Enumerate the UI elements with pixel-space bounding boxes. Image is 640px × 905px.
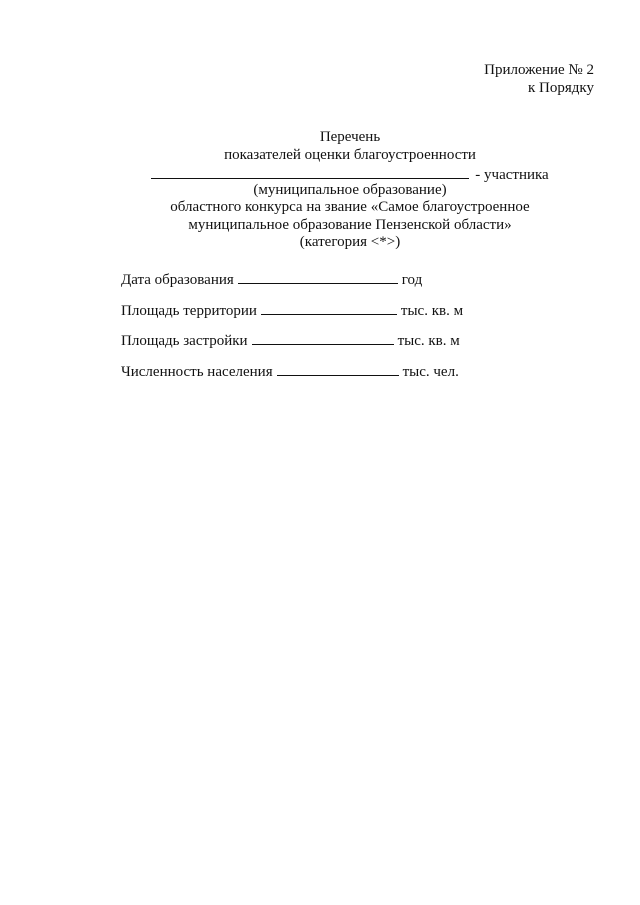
field-unit: год — [401, 272, 423, 288]
municipality-blank[interactable] — [151, 164, 469, 179]
territory-area-blank[interactable] — [261, 301, 397, 315]
appendix-header — [484, 61, 594, 97]
title-line-1: Перечень — [319, 129, 381, 145]
field-founding-date — [121, 270, 463, 288]
field-population — [121, 362, 463, 380]
title-line-6: муниципальное образование Пензенской области» — [188, 216, 512, 233]
appendix-number: Приложение № 2 — [484, 62, 594, 78]
built-area-blank[interactable] — [252, 331, 394, 345]
appendix-reference: к Порядку — [528, 80, 594, 96]
field-unit: тыс. кв. м — [400, 302, 464, 319]
field-built-area — [121, 331, 463, 349]
field-territory-area — [121, 301, 463, 319]
field-label: Дата образования — [121, 272, 234, 288]
field-label: Площадь территории — [121, 302, 257, 319]
founding-date-blank[interactable] — [238, 270, 398, 284]
document-title — [80, 129, 620, 252]
participant-line — [80, 164, 620, 182]
title-line-4: (муниципальное образование) — [253, 181, 447, 198]
population-blank[interactable] — [277, 362, 399, 376]
title-line-7: (категория <*>) — [299, 234, 401, 250]
title-line-5: областного конкурса на звание «Самое благоустроенное — [170, 199, 530, 215]
field-unit: тыс. чел. — [402, 363, 459, 380]
title-line-2: показателей оценки благоустроенности — [224, 146, 476, 163]
participant-suffix: - участника — [475, 167, 549, 183]
field-unit: тыс. кв. м — [397, 333, 460, 349]
field-label: Численность населения — [121, 363, 273, 380]
field-label: Площадь застройки — [121, 333, 248, 349]
indicator-fields — [121, 270, 463, 392]
